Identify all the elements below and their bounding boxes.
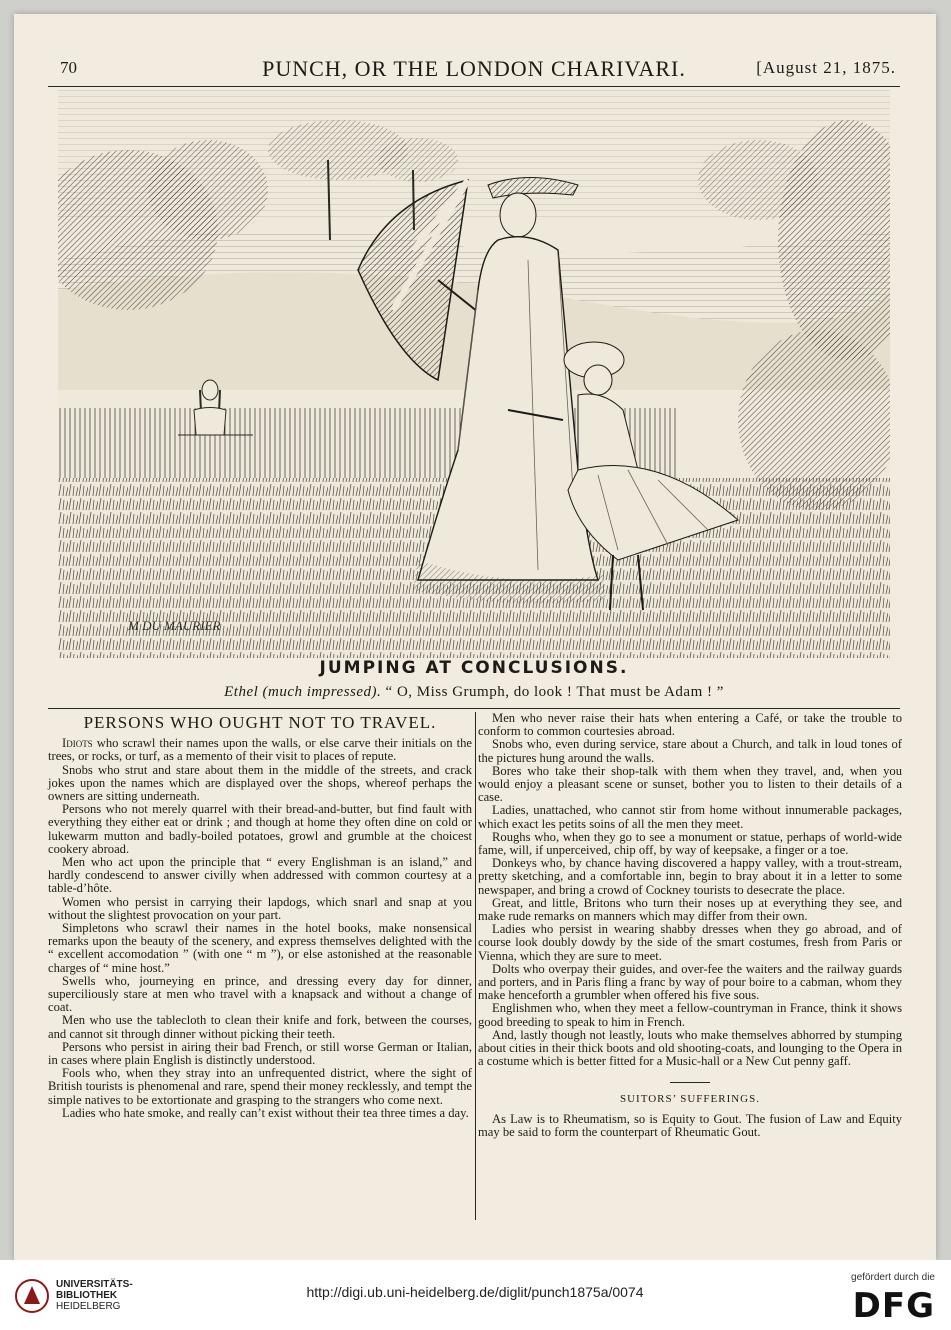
institution-line-1: UNIVERSITÄTS- xyxy=(56,1279,133,1290)
institution-name xyxy=(56,1279,133,1312)
paragraph-text: Ladies who hate smoke, and really can’t exist without their tea three times a day. xyxy=(62,1105,469,1120)
article-paragraph xyxy=(48,975,472,1015)
article-paragraph: Englishmen who, when they meet a fellow-countryman in France, think it shows good breeding to speak to him in French. xyxy=(478,1001,902,1029)
article-paragraph: Great, and little, Britons who turn their noses up at everything they see, and make rude remarks on manners which may differ from their own. xyxy=(478,895,902,924)
section-rule xyxy=(670,1082,710,1083)
artist-signature: M DU MAURIER xyxy=(128,618,221,633)
right-paragraphs xyxy=(478,712,902,1068)
article-paragraph xyxy=(48,1107,472,1120)
paragraph-lead-word: Idiots xyxy=(62,736,93,751)
article-paragraph: Snobs who, even during service, stare about a Church, and talk in loud tones of the pictures hung around the walls. xyxy=(478,737,902,765)
page-number: 70 xyxy=(60,58,77,77)
article-paragraph: Ladies who persist in wearing shabby dresses when they go abroad, and of course look doubly dowdy by the side of the smart costumes, fresh from Paris or Vienna, which they are sure to meet. xyxy=(478,922,902,963)
article-paragraph: Bores who take their shop-talk with them when they travel, and, when you would enjoy a pleasant scene or sunset, bother you to listen to their details of a case. xyxy=(478,763,902,805)
article-paragraph xyxy=(48,803,472,856)
cartoon-caption xyxy=(48,684,900,701)
paragraph-text: Swells who, journeying en prince, and dressing every day for dinner, superciliously stare at men who travel with a knapsack and without a change of coat. xyxy=(48,973,472,1015)
article-paragraph xyxy=(48,1041,472,1067)
suitors-text: As Law is to Rheumatism, so is Equity to Gout. The fusion of Law and Equity may be said to form the counterpart of Rheumatic Gout. xyxy=(478,1111,902,1139)
cartoon-illustration xyxy=(58,90,890,658)
source-url-link[interactable]: http://digi.ub.uni-heidelberg.de/diglit/punch1875a/0074 xyxy=(306,1284,644,1300)
caption-rule xyxy=(48,708,900,709)
article-paragraph: Ladies, unattached, who cannot stir from home without innumerable packages, which exact les petits soins of all the men they meet. xyxy=(478,803,902,831)
caption-speaker: Ethel (much impressed). xyxy=(224,684,382,700)
article-column-right xyxy=(478,712,902,1139)
digitization-footer xyxy=(0,1260,951,1330)
paragraph-text: Men who use the tablecloth to clean their knife and fork, between the courses, and cannot sit through dinner without picking their teeth. xyxy=(48,1013,472,1041)
article-paragraph: Donkeys who, by chance having discovered a happy valley, with a trout-stream, pretty sketching, and a comfortable inn, begin to bray about it in a letter to some newspaper, and bring a crowd of Cockney tourists to desecrate the place. xyxy=(478,856,902,897)
article-heading: PERSONS WHO OUGHT NOT TO TRAVEL. xyxy=(83,713,437,732)
left-paragraphs xyxy=(48,737,472,1120)
cartoon-title: JUMPING AT CONCLUSIONS. xyxy=(319,658,629,678)
header-rule xyxy=(48,86,900,87)
article-paragraph xyxy=(48,922,472,975)
paragraph-text: who scrawl their names upon the walls, or else carve their initials on the trees, or rocks, or turf, as a memento of their visit to places of repute. xyxy=(48,736,472,764)
suitors-heading: SUITORS’ SUFFERINGS. xyxy=(619,1093,760,1106)
article-paragraph: Dolts who overpay their guides, and over-fee the waiters and the railway guards and porters, and in Paris fling a franc by way of pour boire to a cabman, whom they make henceforth a grumbler when offered his five sous. xyxy=(478,961,902,1003)
publication-title: PUNCH, OR THE LONDON CHARIVARI. xyxy=(262,56,686,81)
paragraph-text: Fools who, when they stray into an unfrequented district, where the sight of British tourists is phenomenal and rare, spend their money recklessly, and tempt the simple natives to be extortionate and grasping to the strangers who come next. xyxy=(48,1066,472,1107)
article-paragraph xyxy=(48,737,472,763)
paragraph-text: Persons who persist in airing their bad French, or still worse German or Italian, in cases where plain English is distinctly understood. xyxy=(48,1039,472,1068)
page-header xyxy=(48,58,900,84)
university-seal-icon xyxy=(14,1276,50,1316)
paragraph-text: Simpletons who scrawl their names in the hotel books, make nonsensical remarks upon the beauty of the scenery, and express themselves delighted with the “ excellent accomodation ” (with one “ m ”), or else astonished at the reasonable charges of “ mine host.” xyxy=(48,921,472,975)
funded-by-label: gefördert durch die xyxy=(851,1272,935,1283)
dfg-logo: DFG xyxy=(852,1286,935,1326)
article-paragraph xyxy=(48,764,472,804)
article-paragraph xyxy=(48,1067,472,1107)
article-column-left xyxy=(48,712,472,1120)
caption-dialogue: “ O, Miss Grumph, do look ! That must be Adam ! ” xyxy=(385,684,724,700)
article-paragraph: And, lastly though not leastly, louts who make themselves abhorred by stumping about cities in their thick boots and old shooting-coats, and lounging to the Opera in a costume which is better fitted for a Music-hall or a New Cut penny gaff. xyxy=(478,1027,902,1069)
institution-line-2: BIBLIOTHEK xyxy=(56,1290,118,1301)
paragraph-text: Snobs who strut and stare about them in the middle of the streets, and crack jokes upon the names which are displayed over the shops, whereof perhaps the owners are sitting underneath. xyxy=(48,762,472,804)
article-paragraph: Roughs who, when they go to see a monument or statue, perhaps of world-wide fame, will, if unperceived, chip off, by way of keepsake, a finger or a toe. xyxy=(478,829,902,858)
institution-line-3: HEIDELBERG xyxy=(56,1301,121,1312)
article-paragraph xyxy=(48,896,472,922)
issue-date: [August 21, 1875. xyxy=(756,58,896,77)
paragraph-text: Persons who not merely quarrel with their bread-and-butter, but find fault with everything they either eat or drink ; and though at home they often dine on cold or lukewarm mutton and badly-boiled potatoes, growl and grumble at the choicest cookery abroad. xyxy=(48,802,472,856)
article-paragraph xyxy=(48,856,472,896)
column-divider xyxy=(475,712,476,1220)
article-paragraph xyxy=(48,1014,472,1040)
article-paragraph: Men who never raise their hats when entering a Café, or take the trouble to conform to common courtesies abroad. xyxy=(478,711,902,739)
paragraph-text: Men who act upon the principle that “ every Englishman is an island,” and hardly condescend to answer civilly when addressed with common courtesy at a table-d’hôte. xyxy=(48,855,472,896)
paragraph-text: Women who persist in carrying their lapdogs, which snarl and snap at you without the slightest provocation on your part. xyxy=(48,894,472,922)
